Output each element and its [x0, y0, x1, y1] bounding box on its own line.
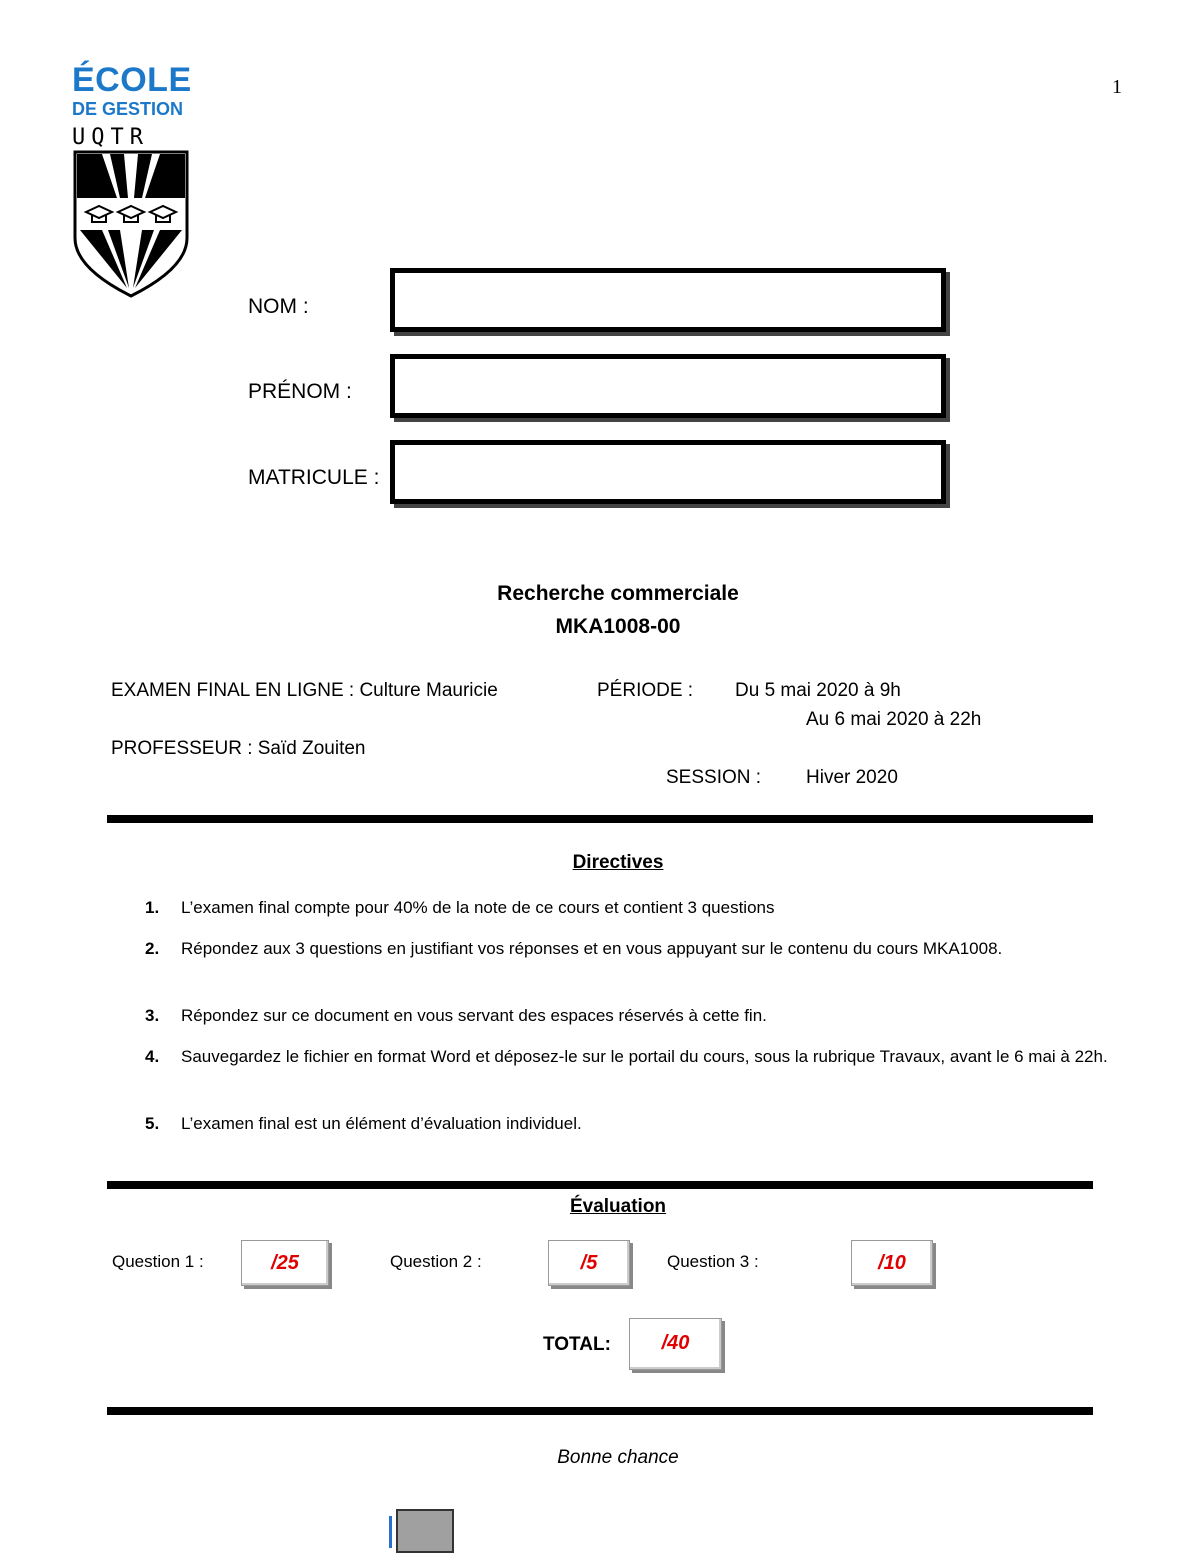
question-3-score[interactable]: /10: [851, 1240, 933, 1286]
cursor-bar-icon: [389, 1516, 392, 1548]
divider: [107, 815, 1093, 823]
list-item-text: L’examen final compte pour 40% de la note de ce cours et contient 3 questions: [181, 898, 775, 917]
page-number: 1: [1112, 76, 1122, 98]
periode-label: PÉRIODE :: [597, 680, 694, 701]
prenom-label: PRÉNOM :: [248, 380, 352, 403]
matricule-label: MATRICULE :: [248, 466, 380, 489]
closing-text: Bonne chance: [557, 1447, 679, 1468]
course-code: MKA1008-00: [555, 615, 681, 638]
total-label: TOTAL:: [543, 1334, 611, 1355]
question-3-label: Question 3 :: [667, 1252, 759, 1271]
total-score[interactable]: /40: [629, 1318, 722, 1370]
evaluation-title: Évaluation: [569, 1196, 667, 1217]
directives-title: Directives: [572, 852, 664, 873]
course-title: Recherche commerciale: [497, 582, 739, 605]
gray-box: [396, 1509, 454, 1553]
divider: [107, 1181, 1093, 1189]
session-value: Hiver 2020: [806, 767, 898, 788]
uqtr-crest-icon: [72, 150, 190, 298]
nom-field[interactable]: [390, 268, 946, 332]
logo-ecole-text: ÉCOLE: [72, 61, 192, 99]
periode-to: Au 6 mai 2020 à 22h: [806, 709, 982, 730]
list-item-number: 5.: [145, 1114, 160, 1133]
list-item-text: L’examen final est un élément d’évaluation individuel.: [181, 1114, 582, 1133]
periode-from: Du 5 mai 2020 à 9h: [735, 680, 901, 701]
matricule-field[interactable]: [390, 440, 946, 504]
list-item-number: 4.: [145, 1047, 160, 1066]
list-item-number: 3.: [145, 1006, 160, 1025]
exam-name: EXAMEN FINAL EN LIGNE : Culture Mauricie: [111, 680, 498, 701]
question-1-score[interactable]: /25: [241, 1240, 329, 1286]
list-item-text: Répondez sur ce document en vous servant des espaces réservés à cette fin.: [181, 1006, 767, 1025]
list-item-number: 1.: [145, 898, 160, 917]
logo-uqtr-text: UQTR: [72, 125, 149, 150]
logo-gestion-text: DE GESTION: [72, 99, 184, 119]
session-label: SESSION :: [666, 767, 762, 788]
list-item-text: Sauvegardez le fichier en format Word et déposez-le sur le portail du cours, sous la rubrique Travaux, avant le 6 mai à 22h.: [181, 1047, 1108, 1066]
professor: PROFESSEUR : Saïd Zouiten: [111, 738, 366, 759]
list-item-text: Répondez aux 3 questions en justifiant vos réponses et en vous appuyant sur le contenu du cours MKA1008.: [181, 939, 1003, 958]
divider: [107, 1407, 1093, 1415]
question-2-label: Question 2 :: [390, 1252, 482, 1271]
list-item-number: 2.: [145, 939, 160, 958]
question-1-label: Question 1 :: [112, 1252, 204, 1271]
nom-label: NOM :: [248, 295, 309, 318]
prenom-field[interactable]: [390, 354, 946, 418]
question-2-score[interactable]: /5: [548, 1240, 630, 1286]
